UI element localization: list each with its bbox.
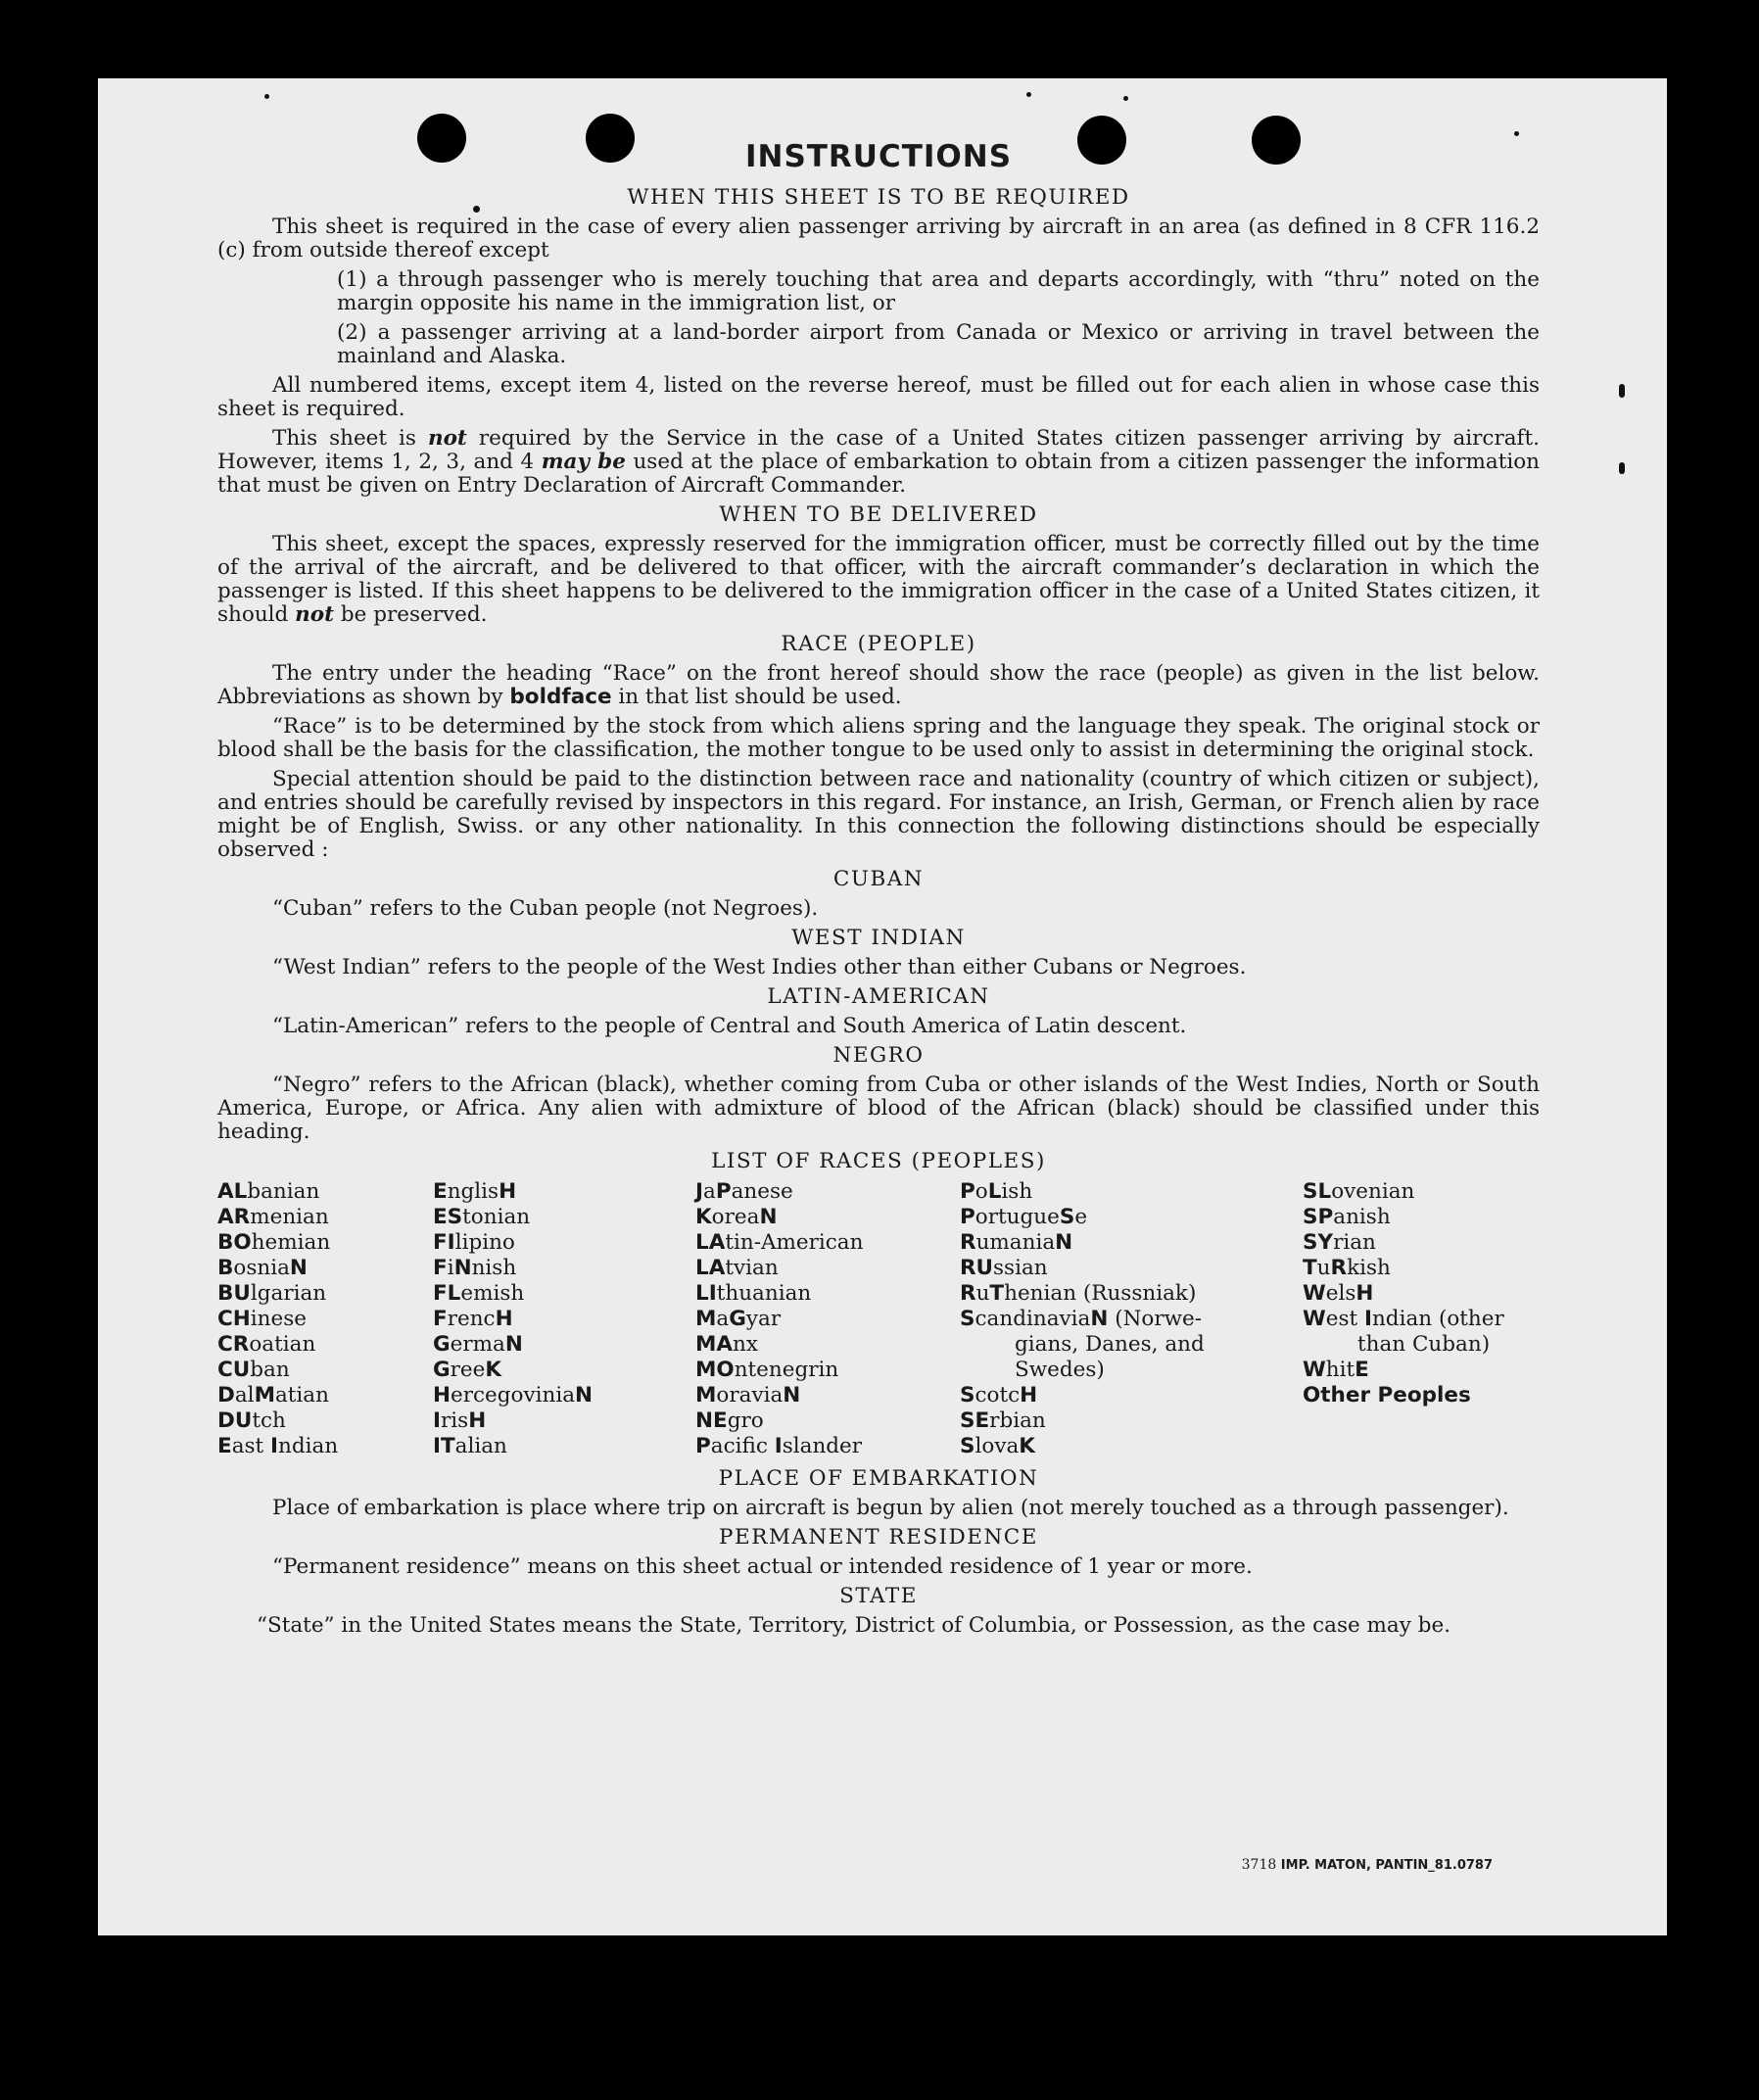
heading-race: RACE (PEOPLE) <box>781 632 976 656</box>
form-number: 3718 <box>1241 1857 1277 1873</box>
citizen-text-b: required by the Service in the case of a United States citizen passenger arriving by aircraft. However, items 1, 2, 3, and 4 <box>217 426 1540 474</box>
page-title: INSTRUCTIONS <box>744 139 1013 174</box>
race-paragraph-3: Special attention should be paid to the distinction between race and nationality (country of which citizen or subject), and entries should be carefully revised by inspectors in this regard. For instance, an Irish, German, or French alien by race might be of English, Swiss. or any other nationality. In this connection the following distinctions should be especially observed : <box>217 767 1540 862</box>
race-entry: PortugueSe <box>960 1205 1088 1229</box>
instruction-sheet <box>98 78 1667 1935</box>
race-entry: CUban <box>217 1358 290 1382</box>
race-entry: EStonian <box>433 1205 531 1229</box>
delivered-text-a: This sheet, except the spaces, expressly reserved for the immigration officer, must be correctly filled out by the time of the arrival of the aircraft, and be delivered to that officer, with the aircraft commander’s declaration in which the passenger is listed. If this sheet happens to be delivered to the immigration officer in the case of a United States citizen, it should <box>217 532 1540 627</box>
race-entry: LIthuanian <box>695 1281 812 1306</box>
race-entry: MaGyar <box>695 1307 782 1331</box>
race-entry: DUtch <box>217 1408 286 1433</box>
emphasis-not: not <box>427 426 467 451</box>
race-entry: Other Peoples <box>1303 1383 1471 1408</box>
race-entry: HercegoviniaN <box>433 1383 594 1408</box>
race-entry: ALbanian <box>217 1179 320 1204</box>
race-column-1 <box>217 1179 433 1459</box>
delivered-paragraph <box>217 533 1540 627</box>
boldface-word: boldface <box>509 685 612 709</box>
race-entry: MoraviaN <box>695 1383 801 1408</box>
dust-speck <box>1619 462 1625 474</box>
race-entry: WelsH <box>1303 1281 1374 1306</box>
instructions-content <box>217 137 1540 1644</box>
race-entry: than Cuban) <box>1357 1332 1491 1357</box>
dust-speck <box>264 94 269 99</box>
delivered-text-b: be preserved. <box>334 602 488 627</box>
negro-paragraph: “Negro” refers to the African (black), whether coming from Cuba or other islands of the West Indies, North or South America, Europe, or Africa. Any alien with admixture of blood of the African (black) should be classified under this heading. <box>217 1073 1540 1144</box>
race-entry: ITalian <box>433 1434 507 1458</box>
race-column-5 <box>1303 1179 1540 1459</box>
race-entry: SLovenian <box>1303 1179 1415 1204</box>
race-entry: FrencH <box>433 1307 513 1331</box>
race-entry: GreeK <box>433 1358 502 1382</box>
race-paragraph-2: “Race” is to be determined by the stock from which aliens spring and the language they speak. The original stock or blood shall be the basis for the classification, the mother tongue to be used only to assist in determining the original stock. <box>217 714 1540 762</box>
race-entry: RUssian <box>960 1256 1048 1280</box>
race-entry: East Indian <box>217 1434 339 1458</box>
race-text-a: The entry under the heading “Race” on the front hereof should show the race (people) as given in the list below. Abbreviations as shown by <box>217 661 1540 709</box>
race-entry: DalMatian <box>217 1383 329 1408</box>
race-entry: WhitE <box>1303 1358 1369 1382</box>
heading-west-indian: WEST INDIAN <box>791 926 966 950</box>
race-entry: SYrian <box>1303 1230 1376 1255</box>
race-entry: TuRkish <box>1303 1256 1391 1280</box>
race-column-2 <box>433 1179 695 1459</box>
race-entry: SlovaK <box>960 1434 1035 1458</box>
race-entry: Pacific Islander <box>695 1434 863 1458</box>
race-paragraph-1 <box>217 662 1540 709</box>
race-entry: CHinese <box>217 1307 307 1331</box>
race-entry: JaPanese <box>695 1179 793 1204</box>
race-entry: BOhemian <box>217 1230 331 1255</box>
emphasis-not: not <box>295 602 335 627</box>
race-entry: IrisH <box>433 1408 487 1433</box>
heading-list-of-races: LIST OF RACES (PEOPLES) <box>711 1149 1046 1173</box>
dust-speck <box>1514 131 1519 136</box>
residence-paragraph: “Permanent residence” means on this sheet actual or intended residence of 1 year or more. <box>272 1554 1253 1579</box>
citizen-text-a: This sheet is <box>272 426 428 451</box>
race-entry: LAtin-American <box>695 1230 864 1255</box>
heading-embarkation: PLACE OF EMBARKATION <box>718 1466 1039 1491</box>
heading-negro: NEGRO <box>832 1043 925 1068</box>
heading-when-delivered: WHEN TO BE DELIVERED <box>719 502 1038 527</box>
race-entry: gians, Danes, and <box>1015 1332 1205 1357</box>
race-entry: FiNnish <box>433 1256 517 1280</box>
race-entry: West Indian (other <box>1303 1307 1504 1331</box>
dust-speck <box>1123 96 1128 101</box>
state-paragraph: “State” in the United States means the State, Territory, District of Columbia, or Possession, as the case may be. <box>257 1613 1451 1638</box>
race-entry: MAnx <box>695 1332 759 1357</box>
race-entry: ARmenian <box>217 1205 329 1229</box>
race-entry: BosniaN <box>217 1256 308 1280</box>
race-entry: Swedes) <box>1015 1358 1105 1382</box>
race-entry: ScandinaviaN (Norwe- <box>960 1307 1203 1331</box>
embarkation-paragraph: Place of embarkation is place where trip on aircraft is begun by alien (not merely touched as a through passenger). <box>272 1496 1509 1520</box>
race-entry: RumaniaN <box>960 1230 1073 1255</box>
race-entry: SPanish <box>1303 1205 1391 1229</box>
form-footer <box>1242 1857 1493 1873</box>
race-entry: FIlipino <box>433 1230 515 1255</box>
race-entry: BUlgarian <box>217 1281 327 1306</box>
race-entry: ScotcH <box>960 1383 1038 1408</box>
race-entry: GermaN <box>433 1332 523 1357</box>
race-text-b: in that list should be used. <box>611 685 902 709</box>
cuban-paragraph: “Cuban” refers to the Cuban people (not Negroes). <box>272 896 819 921</box>
emphasis-may-be: may be <box>541 450 626 474</box>
when-required-paragraph: This sheet is required in the case of every alien passenger arriving by aircraft in an area (as defined in 8 CFR 116.2 (c) from outside thereof except <box>217 215 1540 262</box>
citizen-paragraph <box>217 427 1540 498</box>
race-entry: NEgro <box>695 1408 764 1433</box>
race-entry: MOntenegrin <box>695 1358 839 1382</box>
race-column-4 <box>960 1179 1303 1459</box>
heading-when-required: WHEN THIS SHEET IS TO BE REQUIRED <box>627 185 1130 210</box>
heading-latin-american: LATIN-AMERICAN <box>767 984 990 1009</box>
race-entry: SErbian <box>960 1408 1046 1433</box>
race-entry: CRoatian <box>217 1332 316 1357</box>
race-entry: FLemish <box>433 1281 525 1306</box>
heading-state: STATE <box>839 1584 918 1608</box>
race-list <box>217 1179 1540 1459</box>
race-entry: EnglisH <box>433 1179 517 1204</box>
exception-item-2: (2) a passenger arriving at a land-border airport from Canada or Mexico or arriving in travel between the mainland and Alaska. <box>337 320 1540 368</box>
printer-mark: IMP. MATON, PANTIN_81.0787 <box>1280 1858 1493 1873</box>
heading-permanent-residence: PERMANENT RESIDENCE <box>719 1525 1038 1550</box>
race-entry: PoLish <box>960 1179 1033 1204</box>
race-column-3 <box>695 1179 960 1459</box>
race-entry: RuThenian (Russniak) <box>960 1281 1197 1306</box>
citizen-text-c: used at the place of embarkation to obtain from a citizen passenger the information that must be given on Entry Declaration of Aircraft Commander. <box>217 450 1540 498</box>
exception-item-1: (1) a through passenger who is merely touching that area and departs accordingly, with “thru” noted on the margin opposite his name in the immigration list, or <box>337 267 1540 315</box>
west-indian-paragraph: “West Indian” refers to the people of the West Indies other than either Cubans or Negroes. <box>272 955 1247 979</box>
dust-speck <box>1619 384 1625 398</box>
latin-american-paragraph: “Latin-American” refers to the people of Central and South America of Latin descent. <box>272 1014 1187 1038</box>
dust-speck <box>1026 92 1031 97</box>
heading-cuban: CUBAN <box>832 867 925 891</box>
race-entry: LAtvian <box>695 1256 779 1280</box>
numbered-items-paragraph: All numbered items, except item 4, listed on the reverse hereof, must be filled out for each alien in whose case this sheet is required. <box>217 373 1540 421</box>
race-entry: KoreaN <box>695 1205 778 1229</box>
